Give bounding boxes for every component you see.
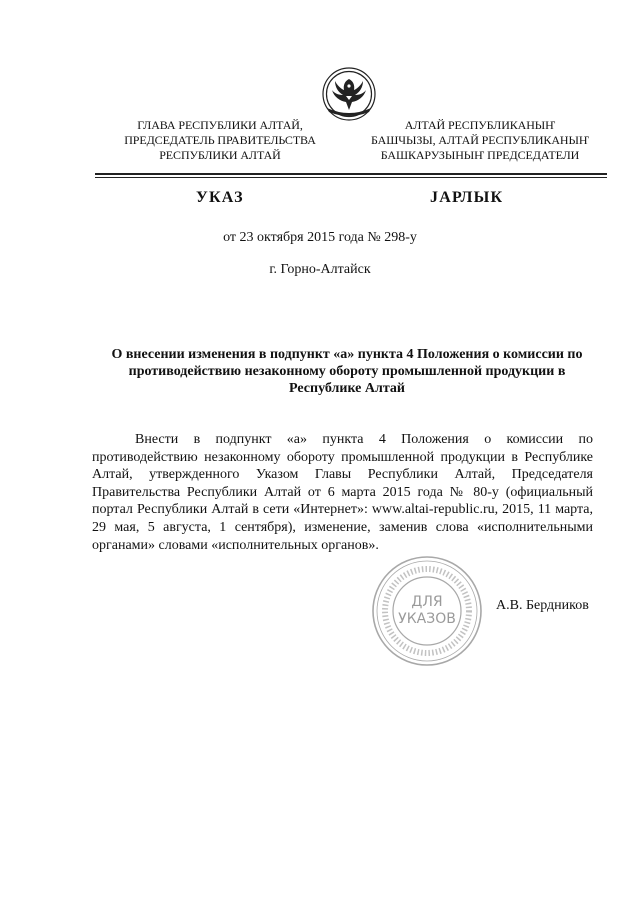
- official-seal-icon: [371, 555, 483, 667]
- seal-text-line1: ДЛЯ: [411, 594, 443, 610]
- header-left-line: РЕСПУБЛИКИ АЛТАЙ: [159, 148, 281, 162]
- header-divider: [95, 173, 607, 175]
- header-left-block: [110, 118, 330, 163]
- city-line: г. Горно-Алтайск: [269, 262, 371, 277]
- header-right-block: [350, 118, 610, 163]
- document-body: Внести в подпункт «а» пункта 4 Положения о комиссии по противодействию незаконному обороту промышленной продукции в Республике Алтай, утвержденного Указом Главы Республики Алтай, Председателя Правительства Республики Алтай от 6 марта 2015 года № 80-у (официальный портал Республики Алтай в сети «Интернет»: www.altai-republic.ru, 2015, 11 марта, 29 мая, 5 августа, 1 сентября), изменение, заменив слова «исполнительными органами» словами «исполнительных органов».: [92, 432, 593, 553]
- doc-type-alt: JАРЛЫК: [430, 189, 504, 206]
- header-right-line: БАШКАРУЗЫНЫҤ ПРЕДСЕДАТЕЛИ: [380, 148, 580, 162]
- document-title: О внесении изменения в подпункт «а» пункта 4 Положения о комиссии по противодействию незаконному обороту промышленной продукции в Республике Алтай: [111, 347, 583, 396]
- header-left-line: ПРЕДСЕДАТЕЛЬ ПРАВИТЕЛЬСТВА: [124, 133, 316, 147]
- header-left-line: ГЛАВА РЕСПУБЛИКИ АЛТАЙ,: [137, 118, 303, 132]
- doc-type-ru: УКАЗ: [196, 189, 244, 206]
- signer-name: А.В. Бердников: [496, 598, 589, 613]
- date-line: от 23 октября 2015 года № 298-у: [223, 230, 417, 245]
- header-right-line: АЛТАЙ РЕСПУБЛИКАНЫҤ: [404, 118, 556, 132]
- header-divider-thin: [95, 177, 607, 178]
- seal-text-line2: УКАЗОВ: [398, 611, 456, 627]
- header-right-line: БАШЧЫЗЫ, АЛТАЙ РЕСПУБЛИКАНЫҤ: [371, 133, 589, 147]
- coat-of-arms-icon: [319, 62, 379, 124]
